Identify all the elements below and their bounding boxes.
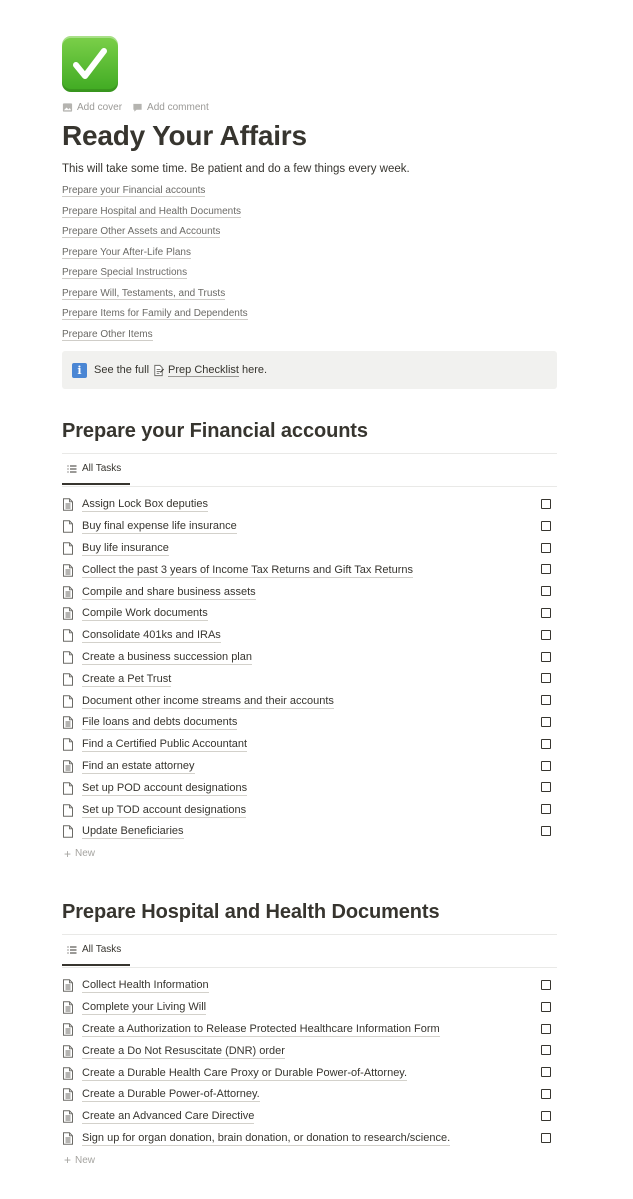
- tab-label: All Tasks: [82, 463, 122, 474]
- callout-text-after: here.: [241, 364, 268, 376]
- view-tabs: [62, 934, 557, 968]
- table-row[interactable]: [62, 712, 557, 734]
- add-comment-button[interactable]: [132, 99, 209, 115]
- task-section: [62, 899, 557, 1171]
- task-title[interactable]: Find a Certified Public Accountant: [82, 738, 248, 751]
- add-comment-label: Add comment: [147, 101, 209, 113]
- table-row[interactable]: [62, 668, 557, 690]
- table-row[interactable]: [62, 1019, 557, 1041]
- task-checkbox[interactable]: [541, 980, 551, 990]
- page-document-icon: [62, 1110, 74, 1123]
- task-checkbox[interactable]: [541, 695, 551, 705]
- page-document-icon: [62, 782, 74, 795]
- task-checkbox[interactable]: [541, 1002, 551, 1012]
- table-row[interactable]: [62, 756, 557, 778]
- page-document-icon: [62, 520, 74, 533]
- task-title[interactable]: Collect the past 3 years of Income Tax Returns and Gift Tax Returns: [82, 563, 413, 576]
- task-checkbox[interactable]: [541, 1089, 551, 1099]
- task-title[interactable]: Compile and share business assets: [82, 585, 256, 598]
- page-document-icon: [62, 804, 74, 817]
- task-checkbox[interactable]: [541, 673, 551, 683]
- task-checkbox[interactable]: [541, 1045, 551, 1055]
- task-title[interactable]: Set up POD account designations: [82, 781, 248, 794]
- toc-link-label: Prepare Items for Family and Dependents: [62, 308, 248, 319]
- image-icon: [62, 102, 73, 113]
- task-checkbox[interactable]: [541, 739, 551, 749]
- task-checkbox[interactable]: [541, 652, 551, 662]
- page-document-icon: [62, 760, 74, 773]
- task-checkbox[interactable]: [541, 782, 551, 792]
- tab-all-tasks[interactable]: [62, 935, 130, 966]
- task-checkbox[interactable]: [541, 1024, 551, 1034]
- table-row[interactable]: [62, 799, 557, 821]
- task-title[interactable]: Complete your Living Will: [82, 1001, 207, 1014]
- page-document-icon: [62, 607, 74, 620]
- task-title[interactable]: Create a Do Not Resuscitate (DNR) order: [82, 1044, 285, 1057]
- task-title[interactable]: Compile Work documents: [82, 607, 208, 620]
- task-title[interactable]: Create an Advanced Care Directive: [82, 1110, 255, 1123]
- table-row[interactable]: [62, 603, 557, 625]
- task-list: [62, 494, 557, 843]
- task-title[interactable]: Sign up for organ donation, brain donation, or donation to research/science.: [82, 1131, 451, 1144]
- task-checkbox[interactable]: [541, 826, 551, 836]
- table-row[interactable]: [62, 1128, 557, 1150]
- page-document-icon: [62, 1088, 74, 1101]
- toc-link[interactable]: [62, 286, 248, 307]
- plus-icon: +: [64, 846, 72, 861]
- table-row[interactable]: [62, 975, 557, 997]
- page-document-icon: [62, 979, 74, 992]
- table-row[interactable]: [62, 777, 557, 799]
- page-document-icon: [62, 673, 74, 686]
- task-checkbox[interactable]: [541, 608, 551, 618]
- page-document-icon: [62, 629, 74, 642]
- page-document-icon: [62, 586, 74, 599]
- task-checkbox[interactable]: [541, 804, 551, 814]
- task-title[interactable]: Create a Durable Power-of-Attorney.: [82, 1088, 260, 1101]
- page-document-icon: [62, 825, 74, 838]
- view-tabs: [62, 453, 557, 487]
- table-row[interactable]: [62, 581, 557, 603]
- task-checkbox[interactable]: [541, 521, 551, 531]
- page-document-icon: [62, 1045, 74, 1058]
- task-checkbox[interactable]: [541, 761, 551, 771]
- toc-link[interactable]: [62, 204, 248, 225]
- task-title[interactable]: Assign Lock Box deputies: [82, 498, 208, 511]
- new-task-label: New: [75, 1154, 96, 1166]
- comment-icon: [132, 102, 143, 113]
- table-of-contents: [62, 183, 248, 347]
- toc-link[interactable]: [62, 265, 248, 286]
- task-checkbox[interactable]: [541, 630, 551, 640]
- table-row[interactable]: [62, 516, 557, 538]
- page-document-icon: [62, 498, 74, 511]
- table-row[interactable]: [62, 1106, 557, 1128]
- tab-all-tasks[interactable]: [62, 454, 130, 485]
- table-row[interactable]: [62, 1062, 557, 1084]
- task-checkbox[interactable]: [541, 1067, 551, 1077]
- table-row[interactable]: [62, 647, 557, 669]
- page-document-icon: [62, 1023, 74, 1036]
- task-checkbox[interactable]: [541, 499, 551, 509]
- table-row[interactable]: [62, 1040, 557, 1062]
- list-icon: [67, 945, 77, 955]
- table-row[interactable]: [62, 690, 557, 712]
- task-title[interactable]: Update Beneficiaries: [82, 825, 184, 838]
- toc-link-label: Prepare Hospital and Health Documents: [62, 205, 241, 217]
- add-cover-label: Add cover: [77, 101, 123, 113]
- task-title[interactable]: Document other income streams and their accounts: [82, 694, 334, 707]
- task-checkbox[interactable]: [541, 1133, 551, 1143]
- task-title[interactable]: File loans and debts documents: [82, 716, 238, 729]
- plus-icon: +: [64, 1153, 72, 1168]
- table-row[interactable]: [62, 997, 557, 1019]
- table-row[interactable]: [62, 1084, 557, 1106]
- list-icon: [67, 464, 77, 474]
- tab-label: All Tasks: [82, 944, 122, 955]
- section-heading: Prepare Hospital and Health Documents: [62, 901, 440, 923]
- new-task-button[interactable]: [62, 1149, 557, 1171]
- add-cover-button[interactable]: [62, 99, 122, 115]
- task-checkbox[interactable]: [541, 717, 551, 727]
- page-document-icon: [62, 738, 74, 751]
- page-document-icon: [62, 695, 74, 708]
- task-title[interactable]: Collect Health Information: [82, 979, 209, 992]
- toc-link-label: Prepare Other Assets and Accounts: [62, 226, 221, 237]
- toc-link-label: Prepare Your After-Life Plans: [62, 246, 191, 258]
- toc-link[interactable]: [62, 245, 248, 266]
- document-icon: [152, 364, 165, 377]
- toc-link[interactable]: [62, 306, 248, 327]
- task-title[interactable]: Consolidate 401ks and IRAs: [82, 629, 221, 642]
- page-document-icon: [62, 542, 74, 555]
- toc-link-label: Prepare Will, Testaments, and Trusts: [62, 287, 226, 299]
- page-title: Ready Your Affairs: [62, 120, 307, 151]
- toc-link-label: Prepare your Financial accounts: [62, 185, 206, 196]
- table-row[interactable]: [62, 494, 557, 516]
- table-row[interactable]: [62, 734, 557, 756]
- toc-link-label: Prepare Special Instructions: [62, 267, 188, 278]
- table-row[interactable]: [62, 559, 557, 581]
- task-title[interactable]: Create a Durable Health Care Proxy or Durable Power-of-Attorney.: [82, 1066, 408, 1079]
- check-mark-icon: [69, 43, 111, 85]
- new-task-label: New: [75, 848, 96, 860]
- task-section: [62, 418, 557, 865]
- toc-link[interactable]: [62, 327, 248, 348]
- toc-link[interactable]: [62, 183, 248, 204]
- page-document-icon: [62, 564, 74, 577]
- task-title[interactable]: Find an estate attorney: [82, 759, 195, 772]
- intro-text: This will take some time. Be patient and do a few things every week.: [62, 163, 410, 175]
- task-title[interactable]: Create a Pet Trust: [82, 672, 172, 685]
- page-document-icon: [62, 1132, 74, 1145]
- task-checkbox[interactable]: [541, 564, 551, 574]
- toc-link[interactable]: [62, 224, 248, 245]
- task-title[interactable]: Create a business succession plan: [82, 650, 252, 663]
- task-title[interactable]: Buy final expense life insurance: [82, 520, 237, 533]
- task-title[interactable]: Create a Authorization to Release Protected Healthcare Information Form: [82, 1022, 440, 1035]
- toc-link-label: Prepare Other Items: [62, 328, 153, 340]
- table-row[interactable]: [62, 821, 557, 843]
- page-document-icon: [62, 716, 74, 729]
- callout-text-before: See the full: [94, 364, 150, 376]
- section-heading: Prepare your Financial accounts: [62, 420, 368, 442]
- page-document-icon: [62, 1067, 74, 1080]
- page-actions: [62, 99, 209, 115]
- task-title[interactable]: Buy life insurance: [82, 541, 169, 554]
- table-row[interactable]: [62, 538, 557, 560]
- prep-checklist-link[interactable]: Prep Checklist: [168, 363, 239, 376]
- task-title[interactable]: Set up TOD account designations: [82, 803, 247, 816]
- page-document-icon: [62, 651, 74, 664]
- page-icon-check-mark[interactable]: [62, 36, 118, 92]
- task-checkbox[interactable]: [541, 1111, 551, 1121]
- callout: [62, 351, 557, 389]
- task-checkbox[interactable]: [541, 586, 551, 596]
- table-row[interactable]: [62, 625, 557, 647]
- task-checkbox[interactable]: [541, 543, 551, 553]
- info-icon: i: [72, 363, 87, 378]
- page-document-icon: [62, 1001, 74, 1014]
- new-task-button[interactable]: [62, 843, 557, 865]
- task-list: [62, 975, 557, 1149]
